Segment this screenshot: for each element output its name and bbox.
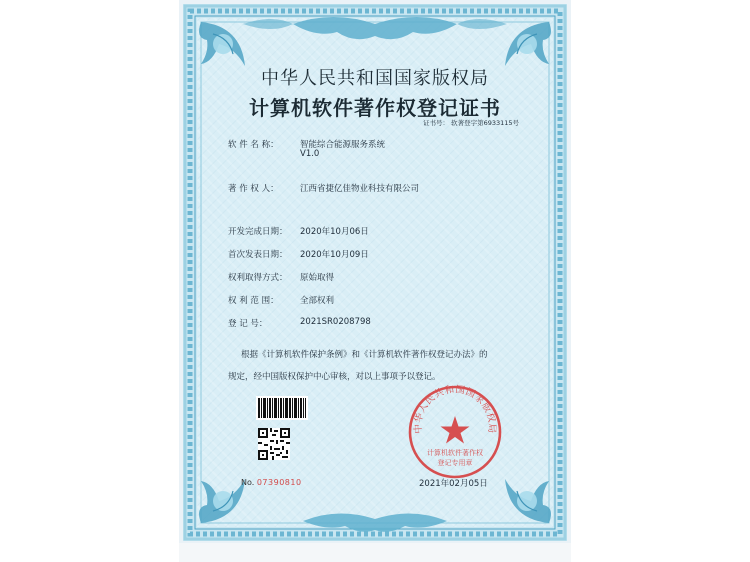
official-seal bbox=[405, 382, 505, 482]
statement-line-1: 根据《计算机软件保护条例》和《计算机软件著作权登记办法》的 bbox=[241, 350, 488, 360]
barcode bbox=[256, 396, 308, 420]
field-value-version: V1.0 bbox=[300, 149, 320, 159]
certificate bbox=[183, 4, 567, 541]
field-value-publish-date: 2020年10月09日 bbox=[300, 250, 369, 260]
svg-text:中华人民共和国国家版权局: 中华人民共和国国家版权局 bbox=[412, 384, 498, 434]
field-label-acquisition-method: 权利取得方式： bbox=[228, 273, 288, 283]
field-value-registration-number: 2021SR0208798 bbox=[300, 317, 371, 327]
field-label-software-name: 软 件 名 称： bbox=[228, 140, 279, 150]
field-label-completion-date: 开发完成日期： bbox=[228, 227, 288, 237]
field-label-copyright-owner: 著 作 权 人： bbox=[228, 184, 279, 194]
field-value-acquisition-method: 原始取得 bbox=[300, 273, 335, 283]
certificate-number-value: 软著登字第6933115号 bbox=[451, 119, 520, 127]
serial-number bbox=[241, 478, 302, 487]
field-label-rights-scope: 权 利 范 围： bbox=[228, 296, 279, 306]
certificate-title: 计算机软件著作权登记证书 bbox=[249, 96, 501, 120]
paper-bottom-strip bbox=[179, 543, 571, 562]
issuer-title: 中华人民共和国国家版权局 bbox=[261, 68, 489, 89]
svg-text:登记专用章: 登记专用章 bbox=[437, 459, 473, 467]
serial-number-value: 07390810 bbox=[256, 478, 302, 487]
statement-line-2: 规定，经中国版权保护中心审核，对以上事项予以登记。 bbox=[228, 372, 441, 382]
certificate-number bbox=[423, 118, 519, 127]
field-value-copyright-owner: 江西省捷亿佳物业科技有限公司 bbox=[300, 184, 420, 194]
field-label-registration-number: 登 记 号： bbox=[228, 319, 268, 329]
svg-text:计算机软件著作权: 计算机软件著作权 bbox=[427, 449, 483, 457]
qr-code bbox=[258, 428, 290, 460]
certificate-number-label: 证书号： bbox=[423, 119, 449, 127]
field-value-completion-date: 2020年10月06日 bbox=[300, 227, 369, 237]
serial-number-label: No. bbox=[241, 478, 255, 487]
issue-date: 2021年02月05日 bbox=[419, 479, 488, 489]
field-label-publish-date: 首次发表日期： bbox=[228, 250, 288, 260]
field-value-rights-scope: 全部权利 bbox=[300, 296, 335, 306]
field-value-software-name: 智能综合能源服务系统 bbox=[300, 140, 386, 150]
